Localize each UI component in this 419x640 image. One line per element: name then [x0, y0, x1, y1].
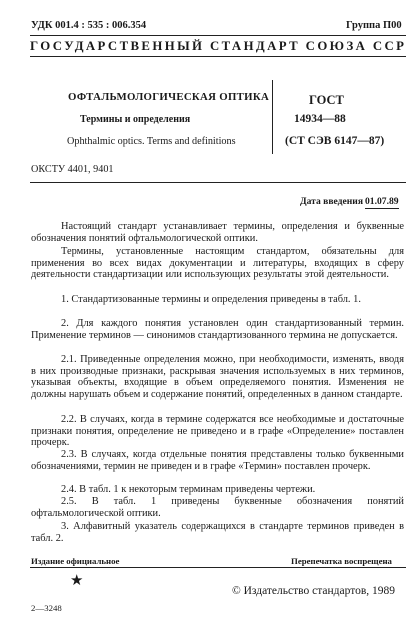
footer-divider — [30, 567, 406, 568]
english-title: Ophthalmic optics. Terms and definitions — [67, 136, 236, 147]
oksty-code: ОКСТУ 4401, 9401 — [31, 164, 114, 175]
date-value: 01.07.89 — [365, 196, 399, 207]
copyright: © Издательство стандартов, 1989 — [232, 585, 396, 597]
intro-paragraph: Настоящий стандарт устанавливает термины, определения и буквенные обозначения понятий офтальмологической оптики. — [31, 221, 404, 244]
st-sev-number: (СТ СЭВ 6147—87) — [285, 135, 385, 147]
reprint-prohibited: Перепечатка воспрещена — [291, 556, 392, 566]
paragraph-3: 3. Алфавитный указатель содержащихся в стандарте терминов приведен в табл. 2. — [31, 521, 404, 544]
standard-name: ГОСУДАРСТВЕННЫЙ СТАНДАРТ СОЮЗА ССР — [30, 39, 407, 53]
official-edition: Издание официальное — [31, 556, 120, 566]
star-icon: ★ — [70, 573, 84, 589]
paragraph-2-3: 2.3. В случаях, когда отдельные понятия представлены только буквенными обозначениями, термин не приведен и в графе «Термин» поставлен прочерк. — [31, 449, 404, 472]
group-code: Группа П00 — [346, 20, 402, 31]
header-divider-bottom — [30, 56, 406, 57]
paragraph-1: 1. Стандартизованные термины и определения приведены в табл. 1. — [61, 294, 361, 305]
title-block-divider — [30, 182, 406, 183]
paragraph-terms: Термины, установленные настоящим стандартом, обязательны для применения во всех видах документации и литературы, входящих в сферу деятельности стандартизации или использующих результаты этой деятельности. — [31, 246, 404, 281]
date-label: Дата введения — [300, 196, 364, 207]
header-divider-top — [30, 35, 406, 36]
document-subtitle: Термины и определения — [80, 114, 191, 125]
print-code: 2—3248 — [31, 603, 62, 613]
paragraph-2-2: 2.2. В случаях, когда в термине содержатся все необходимые и достаточные признаки понятия, определение не приведено и в графе «Определение» поставлен прочерк. — [31, 414, 404, 449]
title-divider-vertical — [272, 80, 273, 154]
udk-code: УДК 001.4 : 535 : 006.354 — [31, 20, 147, 31]
document-title: ОФТАЛЬМОЛОГИЧЕСКАЯ ОПТИКА — [68, 91, 270, 103]
gost-label: ГОСТ — [309, 93, 344, 107]
gost-number: 14934—88 — [294, 113, 346, 125]
paragraph-2-5: 2.5. В табл. 1 приведены буквенные обозначения понятий офтальмологической оптики. — [31, 496, 404, 519]
paragraph-2-1: 2.1. Приведенные определения можно, при необходимости, изменять, вводя в них производные признаки, раскрывая значения используемых в них терминов, указывая объекты, входящие в объем определяемого понятия. Изменения не должны нарушать объем и содержание понятий, определенных в данном стандарте. — [31, 354, 404, 400]
paragraph-2: 2. Для каждого понятия установлен один стандартизованный термин. Применение терминов — синонимов стандартизованного термина не допускается. — [31, 318, 404, 341]
paragraph-2-4: 2.4. В табл. 1 к некоторым терминам приведены чертежи. — [61, 484, 316, 495]
